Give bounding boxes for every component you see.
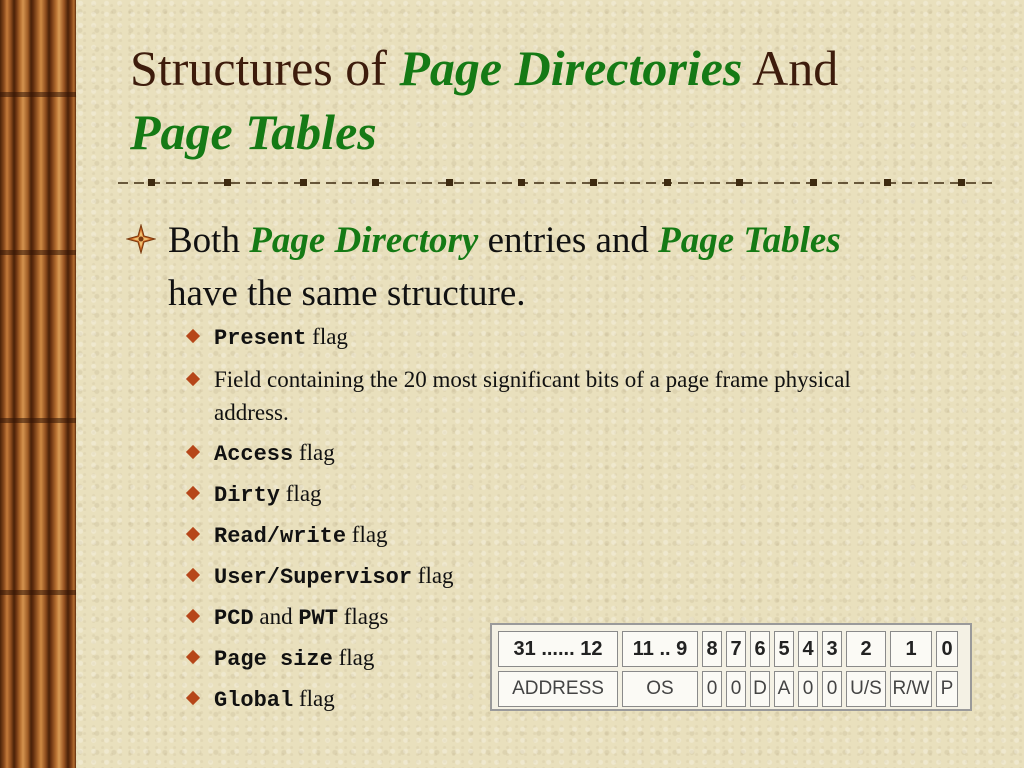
title-part1: Structures of <box>130 40 400 96</box>
pagesize-text: flag <box>332 645 375 670</box>
pagesize-code: Page size <box>214 647 333 672</box>
readwrite-code: Read/write <box>214 524 347 549</box>
title-em1: Page Directories <box>399 40 743 96</box>
pcd-pwt-text: flags <box>337 604 389 629</box>
access-text: flag <box>293 440 335 465</box>
bit-label: 2 <box>846 631 886 667</box>
field-label: R/W <box>890 671 932 707</box>
address-text: Field containing the 20 most significant bits of a page frame physical address. <box>214 367 851 425</box>
compass-star-icon <box>126 224 156 254</box>
diamond-bullet-icon <box>186 486 200 500</box>
pcd-code: PCD <box>214 606 254 631</box>
sub-bullet-access <box>188 436 908 471</box>
diamond-bullet-icon <box>186 372 200 386</box>
global-code: Global <box>214 688 294 713</box>
field-label: 0 <box>822 671 842 707</box>
bit-label: 1 <box>890 631 932 667</box>
bit-label: 0 <box>936 631 958 667</box>
sub-bullet-readwrite <box>188 518 908 553</box>
dirty-code: Dirty <box>214 483 281 508</box>
diamond-bullet-icon <box>186 609 200 623</box>
entry-format-table <box>494 627 962 711</box>
bit-label: 5 <box>774 631 794 667</box>
pcd-mid: and <box>253 604 299 629</box>
field-label: P <box>936 671 958 707</box>
readwrite-text: flag <box>346 522 388 547</box>
bit-label: 3 <box>822 631 842 667</box>
field-label: D <box>750 671 770 707</box>
main-post: have the same structure. <box>168 273 526 314</box>
diamond-bullet-icon <box>186 445 200 459</box>
title-em2: Page Tables <box>130 104 377 160</box>
dirty-text: flag <box>280 481 322 506</box>
field-label: 0 <box>702 671 722 707</box>
entry-format-diagram <box>490 623 972 711</box>
bamboo-node <box>0 250 76 255</box>
main-pre: Both <box>168 220 250 261</box>
slide-title <box>130 36 990 164</box>
main-em1: Page Directory <box>249 220 479 261</box>
present-text: flag <box>306 324 348 349</box>
access-code: Access <box>214 442 294 467</box>
present-code: Present <box>214 326 307 351</box>
bamboo-node <box>0 418 76 423</box>
main-mid: entries and <box>478 220 659 261</box>
diamond-bullet-icon <box>186 650 200 664</box>
diamond-bullet-icon <box>186 691 200 705</box>
bit-label: 8 <box>702 631 722 667</box>
sub-bullet-dirty <box>188 477 908 512</box>
field-label: U/S <box>846 671 886 707</box>
bit-label: 31 ...... 12 <box>498 631 618 667</box>
bit-label: 6 <box>750 631 770 667</box>
title-part2: And <box>742 40 839 96</box>
diamond-bullet-icon <box>186 329 200 343</box>
diamond-bullet-icon <box>186 527 200 541</box>
field-row <box>498 671 958 707</box>
global-text: flag <box>293 686 335 711</box>
usersupervisor-text: flag <box>412 563 454 588</box>
field-label: A <box>774 671 794 707</box>
bit-number-row <box>498 631 958 667</box>
title-divider <box>118 176 994 190</box>
sub-bullet-address <box>188 363 908 429</box>
bit-label: 11 .. 9 <box>622 631 698 667</box>
sub-bullet-present <box>188 320 908 355</box>
bamboo-node <box>0 92 76 97</box>
field-label: 0 <box>726 671 746 707</box>
pwt-code: PWT <box>298 606 338 631</box>
sub-bullet-usersupervisor <box>188 559 908 594</box>
bamboo-nodes <box>0 0 76 768</box>
field-label: 0 <box>798 671 818 707</box>
field-label: OS <box>622 671 698 707</box>
main-bullet <box>130 214 890 320</box>
diamond-bullet-icon <box>186 568 200 582</box>
main-bullet-text <box>168 214 890 320</box>
bit-label: 4 <box>798 631 818 667</box>
field-label: ADDRESS <box>498 671 618 707</box>
bit-label: 7 <box>726 631 746 667</box>
main-em2: Page Tables <box>658 220 841 261</box>
usersupervisor-code: User/Supervisor <box>214 565 413 590</box>
bamboo-node <box>0 590 76 595</box>
